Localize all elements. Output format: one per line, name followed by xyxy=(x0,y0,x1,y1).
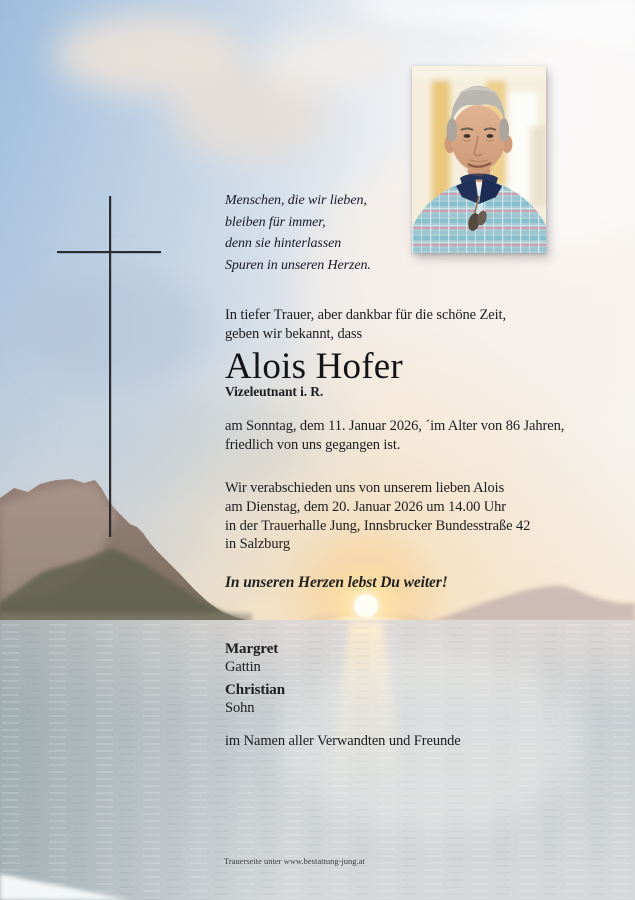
closing-line: im Namen aller Verwandten und Freunde xyxy=(225,733,461,749)
poem-line: Spuren in unseren Herzen. xyxy=(225,257,371,273)
funeral-line: Wir verabschieden uns von unserem lieben Alois xyxy=(225,480,505,496)
memorial-poem xyxy=(225,190,371,276)
poem-line: bleiben für immer, xyxy=(225,214,326,230)
funeral-line: am Dienstag, dem 20. Januar 2026 um 14.00 Uhr xyxy=(225,498,507,515)
mourner-name: Christian xyxy=(225,682,285,698)
death-line: am Sonntag, dem 11. Januar 2026, ´im Alter von 86 Jahren, xyxy=(225,418,565,434)
portrait-illustration xyxy=(412,66,546,253)
death-info xyxy=(225,417,564,455)
intro-line: In tiefer Trauer, aber dankbar für die schöne Zeit, xyxy=(225,307,506,323)
mourner-name: Margret xyxy=(225,641,279,657)
poem-line: denn sie hinterlassen xyxy=(225,236,342,251)
deceased-name: Alois Hofer xyxy=(225,346,403,387)
footer-memorial-site: Trauerseite unter www.bestattung-jung.at xyxy=(224,856,365,866)
mourner-relation: Sohn xyxy=(225,700,255,716)
poem-line: Menschen, die wir lieben, xyxy=(225,193,367,208)
mourner-relation: Gattin xyxy=(225,659,261,675)
funeral-line: in Salzburg xyxy=(225,536,291,553)
funeral-info xyxy=(225,479,530,554)
funeral-line: in der Trauerhalle Jung, Innsbrucker Bundesstraße 42 xyxy=(225,517,531,534)
death-line: friedlich von uns gegangen ist. xyxy=(225,437,401,453)
intro-line: geben wir bekannt, dass xyxy=(225,325,363,342)
memorial-motto: In unseren Herzen lebst Du weiter! xyxy=(225,574,448,591)
announcement-intro xyxy=(225,306,506,343)
deceased-title: Vizeleutnant i. R. xyxy=(225,384,324,399)
portrait-photo xyxy=(412,66,546,253)
